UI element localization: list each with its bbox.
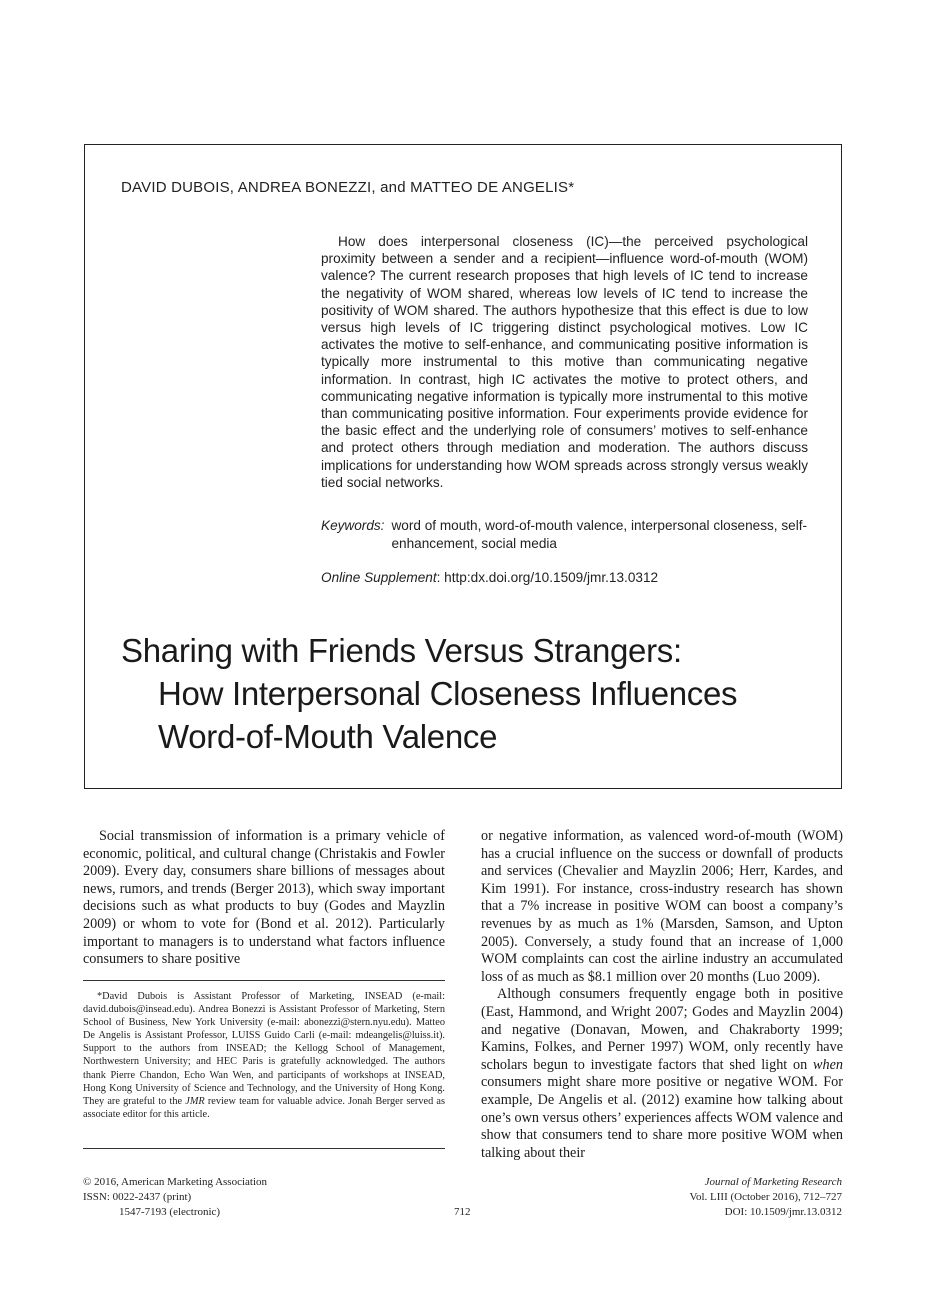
body-column-left [83, 828, 445, 969]
footer-journal-block [689, 1175, 842, 1220]
title-line-2: How Interpersonal Closeness Influences [158, 675, 738, 712]
body-paragraph: Social transmission of information is a primary vehicle of economic, political, and cultural change (Christakis and Fowler 2009). Every day, consumers share billions of messages about news, rumors, and trends (Berger 2013), which sway important decisions such as what products to buy (Godes and Mayzlin 2009) or whom to vote for (Bond et al. 2012). Particularly important to managers is to understand what factors influence consumers to share positive [83, 828, 445, 968]
online-supplement [321, 570, 658, 585]
footer-copyright-block [83, 1175, 267, 1220]
journal-volume: Vol. LIII (October 2016), 712–727 [689, 1191, 842, 1203]
doi[interactable]: DOI: 10.1509/jmr.13.0312 [724, 1206, 842, 1218]
supplement-link[interactable]: http:dx.doi.org/10.1509/jmr.13.0312 [440, 570, 659, 585]
author-list: DAVID DUBOIS, ANDREA BONEZZI, and MATTEO DE ANGELIS* [121, 179, 575, 196]
paragraph-text-a: Although consumers frequently engage both in positive (East, Hammond, and Wright 2007; Godes and Mayzlin 2004) and negative (Donavan, Mowen, and Chakraborty 1999; Kamins, Folkes, and Perner 1997) WOM, only recently have scholars begun to investigate factors that shed light on [481, 986, 843, 1073]
supplement-separator: : [436, 570, 441, 585]
emphasis-when: when [813, 1056, 843, 1073]
article-title [121, 629, 821, 758]
copyright: © 2016, American Marketing Association [83, 1176, 268, 1188]
body-column-right [481, 828, 843, 1162]
title-line-1: Sharing with Friends Versus Strangers: [121, 632, 682, 669]
body-paragraph [481, 986, 843, 1162]
journal-name: Journal of Marketing Research [704, 1176, 842, 1188]
footnote-divider-bottom [83, 1148, 445, 1149]
keywords-label: Keywords: [321, 518, 385, 533]
keywords-text: word of mouth, word-of-mouth valence, interpersonal closeness, self-enhancement, social media [391, 518, 808, 551]
abstract: How does interpersonal closeness (IC)—the perceived psychological proximity between a sender and a recipient—influence word-of-mouth (WOM) valence? The current research proposes that high levels of IC tend to increase the negativity of WOM shared, whereas low levels of IC tend to increase the positivity of WOM shared. The authors hypothesize that this effect is due to low versus high levels of IC triggering distinct psychological motives. Low IC activates the motive to self-enhance, and communicating positive information is typically more instrumental to this motive than communicating negative information. In contrast, high IC activates the motive to protect others, and communicating negative information is typically more instrumental to this motive than communicating positive information. Four experiments provide evidence for the basic effect and the underlying role of consumers’ motives to self-enhance and protect others through mediation and moderation. The authors discuss implications for understanding how WOM spreads across strongly versus weakly tied social networks. [321, 234, 808, 490]
author-footnote [83, 990, 445, 1121]
paragraph-text-b: consumers might share more positive or negative WOM. For example, De Angelis et al. (2012) examine how talking about one’s own versus others’ experiences affects WOM valence and show that consumers tend to share more positive WOM when talking about their [481, 1074, 843, 1161]
footnote-text-a: *David Dubois is Assistant Professor of Marketing, INSEAD (e-mail: david.dubois@insead.edu). Andrea Bonezzi is Assistant Professor of Marketing, Stern School of Business, New York University (e-mail: abonezzi@stern.nyu.edu). Matteo De Angelis is Assistant Professor, LUISS Guido Carli (e-mail: mdeangelis@luiss.it). Support to the authors from INSEAD; the Kellogg School of Management, Northwestern University; and HEC Paris is gratefully acknowledged. The authors thank Pierre Chandon, Echo Wan Wen, and participants of workshops at INSEAD, Hong Kong University of Science and Technology, and the University of Hong Kong. They are grateful to the [83, 991, 445, 1107]
footnote-text-b: review team for valuable advice. Jonah Berger served as associate editor for this article. [83, 1095, 445, 1120]
footnote-divider-top [83, 980, 445, 981]
footnote-journal-abbrev: JMR [185, 1095, 205, 1107]
keywords [321, 517, 821, 553]
article-header-box [84, 144, 842, 789]
page-number: 712 [454, 1206, 471, 1218]
issn-electronic: 1547-7193 (electronic) [119, 1206, 221, 1218]
body-paragraph: or negative information, as valenced word-of-mouth (WOM) has a crucial influence on the success or downfall of products and services (Chevalier and Mayzlin 2006; Herr, Kardes, and Kim 1991). For instance, cross-industry research has shown that a 7% increase in positive WOM can boost a company’s revenues by as much as 1% (Marsden, Samson, and Upton 2005). Conversely, a study found that an increase of 1,000 WOM complaints can cost the airline industry an accumulated loss of as much as $8.1 million over 20 months (Luo 2009). [481, 828, 843, 985]
title-line-3: Word-of-Mouth Valence [158, 718, 498, 755]
supplement-label: Online Supplement [321, 570, 437, 585]
issn-print: ISSN: 0022-2437 (print) [83, 1191, 192, 1203]
